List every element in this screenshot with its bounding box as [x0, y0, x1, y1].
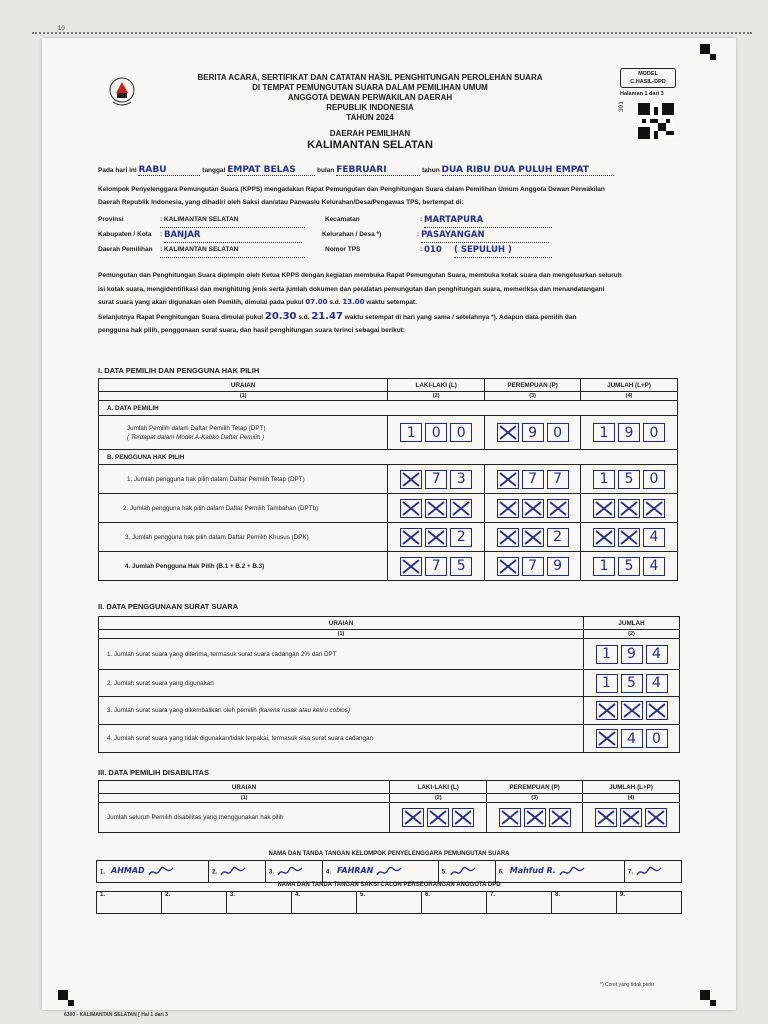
model-badge	[620, 68, 676, 88]
signature-number: 2.	[165, 892, 171, 898]
kpps-signature-title: NAMA DAN TANDA TANGAN KELOMPOK PENYELENGGARA PEMUNGUTAN SUARA	[268, 851, 510, 857]
tps-words-field[interactable]: SEPULUH	[460, 245, 506, 255]
cross-icon	[524, 501, 542, 516]
returned-boxes[interactable]	[584, 701, 679, 720]
section-2-title: II. DATA PENGGUNAAN SURAT SUARA	[98, 602, 239, 611]
saksi-signature-cell[interactable]	[617, 892, 682, 914]
b2-total-boxes[interactable]	[581, 499, 677, 518]
kecamatan-label: Kecamatan	[325, 216, 360, 223]
col-header: PEREMPUAN (P)	[485, 379, 581, 392]
crossed-box[interactable]	[620, 808, 642, 827]
digit-box[interactable]: 9	[547, 557, 569, 576]
col-number: (4)	[583, 794, 680, 803]
digit-box[interactable]: 0	[646, 729, 668, 748]
saksi-signature-cell[interactable]	[162, 892, 227, 914]
digit-box[interactable]: 7	[425, 557, 447, 576]
crossed-box[interactable]	[497, 557, 519, 576]
signature-number: 9.	[620, 892, 626, 898]
kpps-signature-table	[96, 860, 682, 883]
digit-box[interactable]: 9	[621, 645, 643, 664]
crossed-box[interactable]	[497, 423, 519, 442]
signature-number: 3.	[230, 892, 236, 898]
reg-mark	[58, 990, 68, 1000]
crossed-box[interactable]	[452, 808, 474, 827]
digit-box[interactable]: 4	[643, 557, 665, 576]
signature-name: AHMAD	[111, 866, 145, 876]
kpps-signature-cell[interactable]	[266, 861, 323, 883]
signature-number: 7.	[628, 869, 634, 876]
signature-number: 1.	[100, 892, 106, 898]
digit-box[interactable]: 5	[618, 470, 640, 489]
cross-icon	[620, 501, 638, 516]
b3-l-boxes[interactable]	[388, 528, 484, 547]
reg-mark	[710, 1000, 716, 1006]
signature-number: 4.	[325, 869, 331, 876]
cross-icon	[648, 703, 666, 718]
kpps-signature-cell[interactable]	[625, 861, 682, 883]
page-marker: 10	[58, 26, 65, 32]
digit-box[interactable]: 0	[643, 423, 665, 442]
dpt-label-note: ( Terdapat dalam Model A-Kabko Daftar Pemilih )	[127, 433, 265, 441]
disab-l-boxes[interactable]	[390, 808, 486, 827]
crossed-box[interactable]	[400, 528, 422, 547]
dpt-l-boxes[interactable]	[388, 423, 484, 442]
narrative-line: pengguna hak pilih, penggunaan surat suara, dan hasil penghitungan suara terinci sebagai berikut:	[98, 327, 405, 334]
signature-scribble-icon	[559, 866, 585, 878]
digit-box[interactable]: 4	[643, 528, 665, 547]
signature-number: 8.	[555, 892, 561, 898]
crossed-box[interactable]	[595, 808, 617, 827]
section-2-table	[98, 616, 680, 753]
open-start-time[interactable]: 07.00	[305, 298, 328, 306]
signature-number: 5.	[360, 892, 366, 898]
disab-total-boxes[interactable]	[583, 808, 679, 827]
reg-mark	[68, 1000, 74, 1006]
digit-box[interactable]: 2	[547, 528, 569, 547]
digit-box[interactable]: 7	[522, 470, 544, 489]
narrative-line: waktu setempat.	[366, 299, 417, 306]
saksi-signature-cell[interactable]	[292, 892, 357, 914]
crossed-box[interactable]	[400, 557, 422, 576]
cross-icon	[623, 703, 641, 718]
sub-header-b: B. PENGGUNA HAK PILIH	[99, 450, 678, 465]
cross-icon	[429, 810, 447, 825]
cross-icon	[620, 530, 638, 545]
row-label: 1. Jumlah pengguna hak pilih dalam Daftar Pemilih Tetap (DPT)	[99, 465, 388, 494]
cross-icon	[427, 530, 445, 545]
dapil-value: : KALIMANTAN SELATAN	[160, 243, 305, 258]
reg-mark	[710, 54, 716, 60]
row-label: Jumlah seluruh Pemilih disabilitas yang menggunakan hak pilih	[99, 803, 390, 833]
signature-scribble-icon	[450, 866, 476, 878]
sub-header-a: A. DATA PEMILIH	[99, 401, 678, 416]
row-label-note: (karena rusak atau keliru coblos)	[258, 707, 350, 714]
col-header: LAKI-LAKI (L)	[390, 781, 487, 794]
digit-box[interactable]: 1	[400, 423, 422, 442]
cross-icon	[501, 810, 519, 825]
digit-box[interactable]: 7	[425, 470, 447, 489]
crossed-box[interactable]	[497, 528, 519, 547]
crossed-box[interactable]	[593, 499, 615, 518]
narrative-line: Pemungutan dan Penghitungan Suara dipimpin oleh Ketua KPPS dengan kegiatan membuka Rapat Pemungutan Suara, membuka kotak suara dan mengeluarkan seluruh	[98, 272, 622, 279]
digit-box[interactable]: 4	[646, 674, 668, 693]
crossed-box[interactable]	[593, 528, 615, 547]
location-block: Provinsi : KALIMANTAN SELATAN Kecamatan : MARTAPURA Kabupaten / Kota : BANJAR Kelurahan / Desa *) : PASAYANGAN Daerah Pemilihan : KALIMANTAN SELATAN Nomor TPS : 010 ( SEPULUH )	[98, 213, 688, 258]
col-header: JUMLAH	[584, 617, 680, 630]
narrative-text	[98, 269, 683, 338]
saksi-signature-cell[interactable]	[227, 892, 292, 914]
col-number: (2)	[390, 794, 487, 803]
intro-line: Kelompok Penyelenggara Pemungutan Suara (KPPS) mengadakan Rapat Pemungutan dan Penghitungan Suara dalam Pemilihan Umum Anggota Dewan Perwakilan	[98, 186, 605, 193]
col-header: URAIAN	[99, 617, 584, 630]
digit-box[interactable]: 9	[522, 423, 544, 442]
cross-icon	[598, 703, 616, 718]
signature-number: 3.	[269, 869, 275, 876]
header-line: DI TEMPAT PEMUNGUTAN SUARA DALAM PEMILIHAN UMUM	[252, 83, 488, 92]
kpps-signature-cell[interactable]	[495, 861, 624, 883]
dpt-label	[99, 416, 388, 450]
cross-icon	[454, 810, 472, 825]
saksi-signature-cell[interactable]	[552, 892, 617, 914]
date-prefix: Pada hari ini	[98, 167, 137, 174]
tps-label: Nomor TPS	[325, 246, 361, 253]
row-label: 1. Jumlah surat suara yang diterima, termasuk surat suara cadangan 2% dari DPT	[99, 639, 584, 670]
b1-total-boxes[interactable]	[581, 470, 677, 489]
tanggal-label: tanggal	[202, 167, 226, 174]
digit-box[interactable]: 4	[621, 729, 643, 748]
row-label: 4. Jumlah surat suara yang tidak digunakan/tidak terpakai, termasuk sisa surat suara cadangan	[99, 725, 584, 753]
cross-icon	[499, 472, 517, 487]
cross-icon	[526, 810, 544, 825]
digit-box[interactable]: 1	[596, 645, 618, 664]
crossed-box[interactable]	[425, 528, 447, 547]
dpt-p-boxes[interactable]	[485, 423, 580, 442]
form-header	[150, 73, 590, 152]
b4-total-boxes[interactable]	[581, 557, 677, 576]
signature-scribble-icon	[220, 866, 246, 878]
cross-icon	[595, 501, 613, 516]
col-number: (1)	[99, 392, 388, 401]
col-number: (4)	[581, 392, 678, 401]
crossed-box[interactable]	[547, 499, 569, 518]
crossed-box[interactable]	[400, 499, 422, 518]
month-field[interactable]: FEBRUARI	[336, 165, 420, 176]
kecamatan-field[interactable]: MARTAPURA	[424, 213, 552, 228]
cross-icon	[499, 425, 517, 440]
b1-l-boxes[interactable]	[388, 470, 484, 489]
digit-box[interactable]: 3	[450, 470, 472, 489]
crossed-box[interactable]	[499, 808, 521, 827]
b4-p-boxes[interactable]	[485, 557, 580, 576]
b2-l-boxes[interactable]	[388, 499, 484, 518]
signature-scribble-icon	[148, 866, 174, 878]
cross-icon	[402, 559, 420, 574]
signature-number: 2.	[212, 869, 218, 876]
signature-number: 6.	[425, 892, 431, 898]
kpps-signature-cell[interactable]	[438, 861, 495, 883]
cross-icon	[598, 731, 616, 746]
count-end-time[interactable]: 21.47	[311, 310, 343, 322]
reg-mark	[700, 990, 710, 1000]
row-label: 3. Jumlah surat suara yang dikembalikan oleh pemilih	[107, 707, 257, 714]
digit-box[interactable]: 1	[596, 674, 618, 693]
disab-p-boxes[interactable]	[487, 808, 582, 827]
cross-icon	[499, 501, 517, 516]
crossed-box[interactable]	[497, 499, 519, 518]
col-number: (1)	[99, 794, 390, 803]
cross-icon	[645, 501, 663, 516]
crossed-box[interactable]	[596, 729, 618, 748]
kpu-logo	[107, 76, 137, 110]
kelurahan-label: Kelurahan / Desa *)	[321, 231, 382, 238]
header-line: TAHUN 2024	[346, 113, 394, 122]
footnote: *) Coret yang tidak perlu	[600, 982, 654, 988]
date-line	[98, 165, 678, 176]
digit-box[interactable]: 0	[425, 423, 447, 442]
col-number: (2)	[388, 392, 485, 401]
crossed-box[interactable]	[402, 808, 424, 827]
dapil-label: Daerah Pemilihan	[98, 246, 153, 253]
b4-l-boxes[interactable]	[388, 557, 484, 576]
col-header: JUMLAH (L+P)	[583, 781, 680, 794]
crossed-box[interactable]	[497, 470, 519, 489]
cross-icon	[622, 810, 640, 825]
cross-icon	[402, 472, 420, 487]
cross-icon	[551, 810, 569, 825]
crossed-box[interactable]	[425, 499, 447, 518]
header-line: ANGGOTA DEWAN PERWAKILAN DAERAH	[287, 93, 453, 102]
col-number: (3)	[485, 392, 581, 401]
provinsi-value: : KALIMANTAN SELATAN	[160, 213, 305, 228]
model-code: C.HASIL-DPD	[630, 79, 666, 85]
b3-total-boxes[interactable]	[581, 528, 677, 547]
kpps-signature-cell[interactable]	[322, 861, 438, 883]
signature-name: Mahfud R.	[509, 866, 556, 876]
form-code: 301	[618, 101, 625, 112]
crossed-box[interactable]	[646, 701, 668, 720]
sd-label: s.d.	[329, 299, 341, 306]
row-label: 2. Jumlah pengguna hak pilih dalam Daftar Pemilih Tambahan (DPTb)	[99, 494, 388, 523]
cross-icon	[427, 501, 445, 516]
kabupaten-label: Kabupaten / Kota	[98, 231, 152, 238]
cross-icon	[647, 810, 665, 825]
saksi-signature-table	[96, 891, 682, 914]
cross-icon	[404, 810, 422, 825]
header-line: BERITA ACARA, SERTIFIKAT DAN CATATAN HASIL PENGHITUNGAN PEROLEHAN SUARA	[197, 73, 543, 82]
kpps-signature-cell[interactable]	[97, 861, 209, 883]
saksi-signature-cell[interactable]	[422, 892, 487, 914]
sd-label: s.d.	[298, 313, 310, 321]
year-field[interactable]: DUA RIBU DUA PULUH EMPAT	[442, 165, 614, 176]
digit-box[interactable]: 0	[547, 423, 569, 442]
dpt-label-line: Jumlah Pemilih dalam Daftar Pemilih Tetap (DPT)	[127, 424, 266, 432]
day-field[interactable]: RABU	[138, 165, 200, 176]
col-header: URAIAN	[99, 781, 390, 794]
crossed-box[interactable]	[427, 808, 449, 827]
row-label: 4. Jumlah Pengguna Hak Pilih (B.1 + B.2 + B.3)	[99, 552, 388, 581]
col-header: PEREMPUAN (P)	[487, 781, 583, 794]
col-number: (3)	[487, 794, 583, 803]
signature-name: FAHRAN	[336, 866, 374, 876]
section-3-table	[98, 780, 680, 833]
row-label: 3. Jumlah pengguna hak pilih dalam Daftar Pemilih Khusus (DPK)	[99, 523, 388, 552]
digit-box[interactable]: 5	[621, 674, 643, 693]
row-label: 2. Jumlah surat suara yang digunakan	[99, 670, 584, 697]
digit-box[interactable]: 7	[522, 557, 544, 576]
model-line: MODEL	[638, 71, 658, 77]
digit-box[interactable]: 7	[547, 470, 569, 489]
cross-icon	[499, 559, 517, 574]
saksi-signature-cell[interactable]	[97, 892, 162, 914]
b3-p-boxes[interactable]	[485, 528, 580, 547]
crossed-box[interactable]	[618, 528, 640, 547]
cross-icon	[402, 530, 420, 545]
signature-number: 6.	[498, 869, 504, 876]
header-line: REPUBLIK INDONESIA	[326, 103, 414, 112]
crossed-box[interactable]	[596, 701, 618, 720]
kelurahan-field[interactable]: PASAYANGAN	[421, 228, 549, 243]
cross-icon	[595, 530, 613, 545]
provinsi-label: Provinsi	[98, 216, 124, 223]
narrative-line: Selanjutnya Rapat Penghitungan Suara dimulai pukul	[98, 313, 264, 321]
digit-box[interactable]: 9	[618, 423, 640, 442]
crossed-box[interactable]	[618, 499, 640, 518]
signature-scribble-icon	[636, 866, 662, 878]
top-dotted-line	[32, 32, 752, 34]
signature-number: 1.	[100, 869, 106, 876]
crossed-box[interactable]	[643, 499, 665, 518]
col-number: (1)	[99, 630, 584, 639]
digit-box[interactable]: 2	[450, 528, 472, 547]
digit-box[interactable]: 1	[593, 423, 615, 442]
cross-icon	[597, 810, 615, 825]
cross-icon	[402, 501, 420, 516]
tps-field[interactable]: 010	[423, 245, 442, 255]
saksi-signature-title: NAMA DAN TANDA TANGAN SAKSI CALON PERSEORANGAN ANGGOTA DPD	[277, 882, 501, 888]
received-boxes[interactable]	[584, 645, 679, 664]
used-boxes[interactable]	[584, 674, 679, 693]
signature-number: 4.	[295, 892, 301, 898]
crossed-box[interactable]	[645, 808, 667, 827]
unused-boxes[interactable]	[584, 729, 679, 748]
intro-text	[98, 183, 680, 209]
bulan-label: bulan	[317, 167, 335, 174]
signature-scribble-icon	[277, 866, 303, 878]
date-field[interactable]: EMPAT BELAS	[227, 165, 315, 176]
crossed-box[interactable]	[524, 808, 546, 827]
cross-icon	[499, 530, 517, 545]
b1-p-boxes[interactable]	[485, 470, 580, 489]
col-number: (2)	[584, 630, 680, 639]
cross-icon	[452, 501, 470, 516]
count-start-time[interactable]: 20.30	[264, 310, 297, 322]
crossed-box[interactable]	[522, 528, 544, 547]
region-value: KALIMANTAN SELATAN	[307, 139, 433, 151]
digit-box[interactable]: 5	[450, 557, 472, 576]
crossed-box[interactable]	[400, 470, 422, 489]
page-count: Halaman 1 dari 3	[620, 91, 664, 97]
narrative-line: isi kotak suara, mengidentifikasi dan menghitung jenis serta jumlah dokumen dan peralatan pemungutan dan penghitungan suara, memeriksa dan menandatangani	[98, 285, 605, 293]
crossed-box[interactable]	[621, 701, 643, 720]
section-1-title: I. DATA PEMILIH DAN PENGGUNA HAK PILIH	[98, 366, 260, 375]
section-3-title: III. DATA PEMILIH DISABILITAS	[98, 768, 209, 777]
digit-box[interactable]: 5	[618, 557, 640, 576]
tahun-label: tahun	[422, 167, 440, 174]
intro-line: Daerah Republik Indonesia, yang dihadiri oleh Saksi dan/atau Panwaslu Kelurahan/Desa/Pengawas TPS, bertempat di:	[98, 199, 464, 206]
signature-number: 7.	[490, 892, 496, 898]
col-header: LAKI-LAKI (L)	[388, 379, 485, 392]
digit-box[interactable]: 1	[593, 470, 615, 489]
crossed-box[interactable]	[450, 499, 472, 518]
crossed-box[interactable]	[522, 499, 544, 518]
b2-p-boxes[interactable]	[485, 499, 580, 518]
digit-box[interactable]: 1	[593, 557, 615, 576]
dpt-total-boxes[interactable]	[581, 423, 677, 442]
signature-number: 5.	[441, 869, 447, 876]
narrative-line: surat suara yang akan digunakan oleh Pemilih, dimulai pada pukul	[98, 299, 304, 306]
cross-icon	[549, 501, 567, 516]
reg-mark	[700, 44, 710, 54]
narrative-line: waktu setempat di hari yang sama / setelahnya *). Adapun data pemilih dan	[344, 313, 577, 321]
crossed-box[interactable]	[549, 808, 571, 827]
region-label: DAERAH PEMILIHAN	[329, 129, 411, 138]
open-end-time[interactable]: 13.00	[342, 298, 365, 306]
digit-box[interactable]: 0	[643, 470, 665, 489]
digit-box[interactable]: 4	[646, 645, 668, 664]
cross-icon	[524, 530, 542, 545]
col-header: JUMLAH (L+P)	[581, 379, 678, 392]
signature-scribble-icon	[376, 866, 402, 878]
page-footer: 6300 - KALIMANTAN SELATAN [ Hal 1 dari 3	[64, 1012, 168, 1018]
saksi-signature-cell[interactable]	[487, 892, 552, 914]
section-1-table	[98, 378, 678, 581]
saksi-signature-cell[interactable]	[357, 892, 422, 914]
kpps-signature-cell[interactable]	[209, 861, 266, 883]
qr-code	[638, 103, 674, 139]
kabupaten-field[interactable]: BANJAR	[164, 228, 302, 243]
digit-box[interactable]: 0	[450, 423, 472, 442]
col-header: URAIAN	[99, 379, 388, 392]
